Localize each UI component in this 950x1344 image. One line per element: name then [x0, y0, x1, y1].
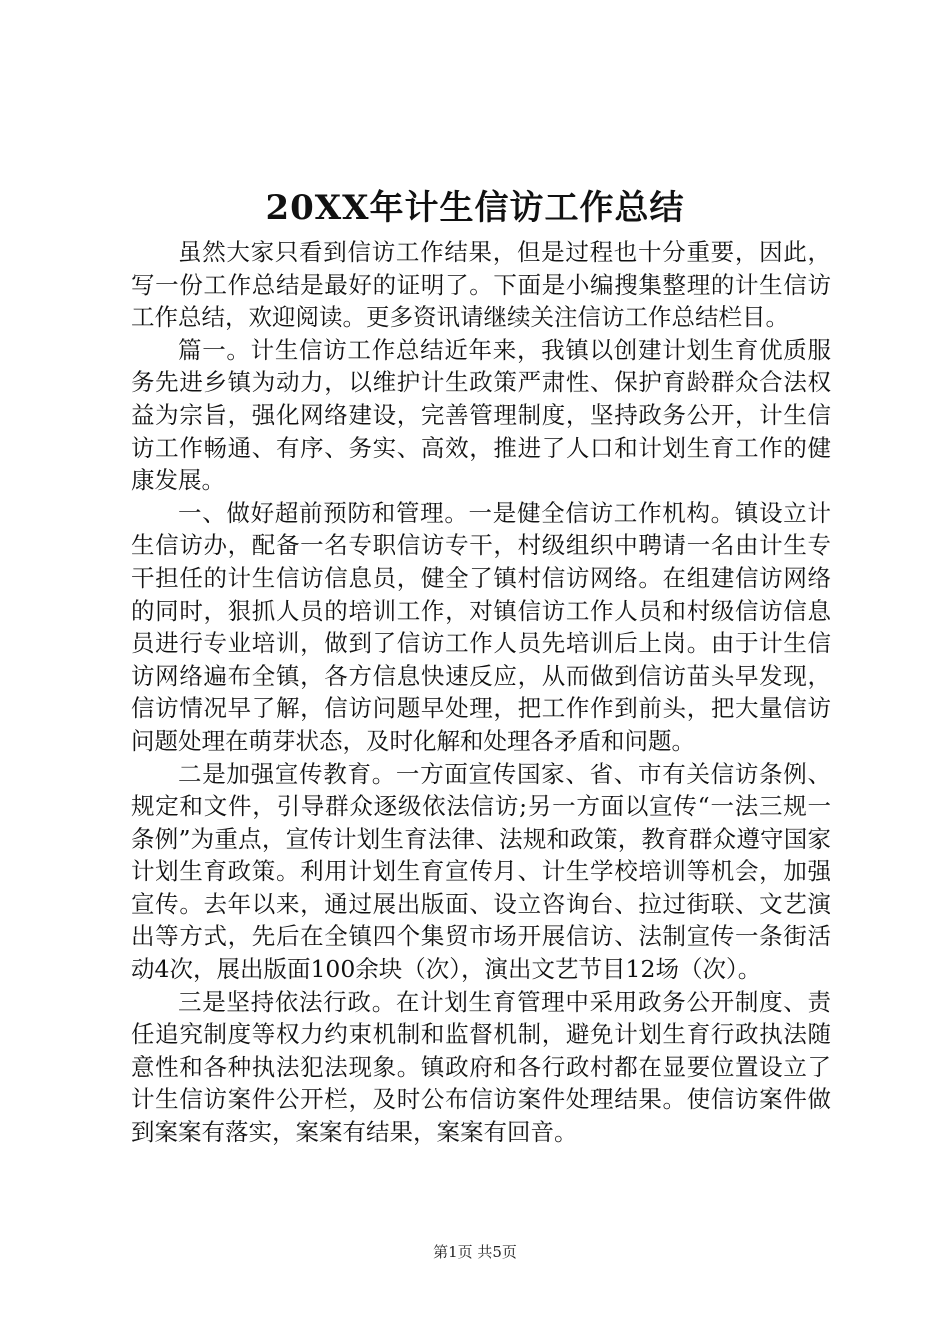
- document-title: 20XX年计生信访工作总结: [265, 188, 685, 228]
- document-body: [131, 236, 831, 1149]
- paragraph-prevention: 一、做好超前预防和管理。一是健全信访工作机构。镇设立计生信访办，配备一名专职信访专干，村级组织中聘请一名由计生专干担任的计生信访信息员，健全了镇村信访网络。在组建信访网络的同时，狠抓人员的培训工作，对镇信访工作人员和村级信访信息员进行专业培训，做到了信访工作人员先培训后上岗。由于计生信访网络遍布全镇，各方信息快速反应，从而做到信访苗头早发现，信访情况早了解，信访问题早处理，把工作作到前头，把大量信访问题处理在萌芽状态，及时化解和处理各矛盾和问题。: [131, 498, 831, 755]
- paragraph-intro: 虽然大家只看到信访工作结果，但是过程也十分重要，因此，写一份工作总结是最好的证明了。下面是小编搜集整理的计生信访工作总结，欢迎阅读。更多资讯请继续关注信访工作总结栏目。: [131, 238, 831, 332]
- paragraph-part-one: 篇一。计生信访工作总结近年来，我镇以创建计划生育优质服务先进乡镇为动力，以维护计生政策严肃性、保护育龄群众合法权益为宗旨，强化网络建设，完善管理制度，坚持政务公开，计生信访工作畅通、有序、务实、高效，推进了人口和计划生育工作的健康发展。: [131, 335, 831, 495]
- paragraph-publicity: 二是加强宣传教育。一方面宣传国家、省、市有关信访条例、规定和文件，引导群众逐级依法信访;另一方面以宣传“一法三规一条例”为重点，宣传计划生育法律、法规和政策，教育群众遵守国家计划生育政策。利用计划生育宣传月、计生学校培训等机会，加强宣传。去年以来，通过展出版面、设立咨询台、拉过街联、文艺演出等方式，先后在全镇四个集贸市场开展信访、法制宣传一条街活动4次，展出版面100余块（次），演出文艺节目12场（次）。: [131, 759, 831, 984]
- paragraph-administration: 三是坚持依法行政。在计划生育管理中采用政务公开制度、责任追究制度等权力约束机制和监督机制，避免计划生育行政执法随意性和各种执法犯法现象。镇政府和各行政村都在显要位置设立了计生信访案件公开栏，及时公布信访案件处理结果。使信访案件做到案案有落实，案案有结果，案案有回音。: [131, 987, 831, 1147]
- page-number-footer: 第1页 共5页: [433, 1243, 517, 1261]
